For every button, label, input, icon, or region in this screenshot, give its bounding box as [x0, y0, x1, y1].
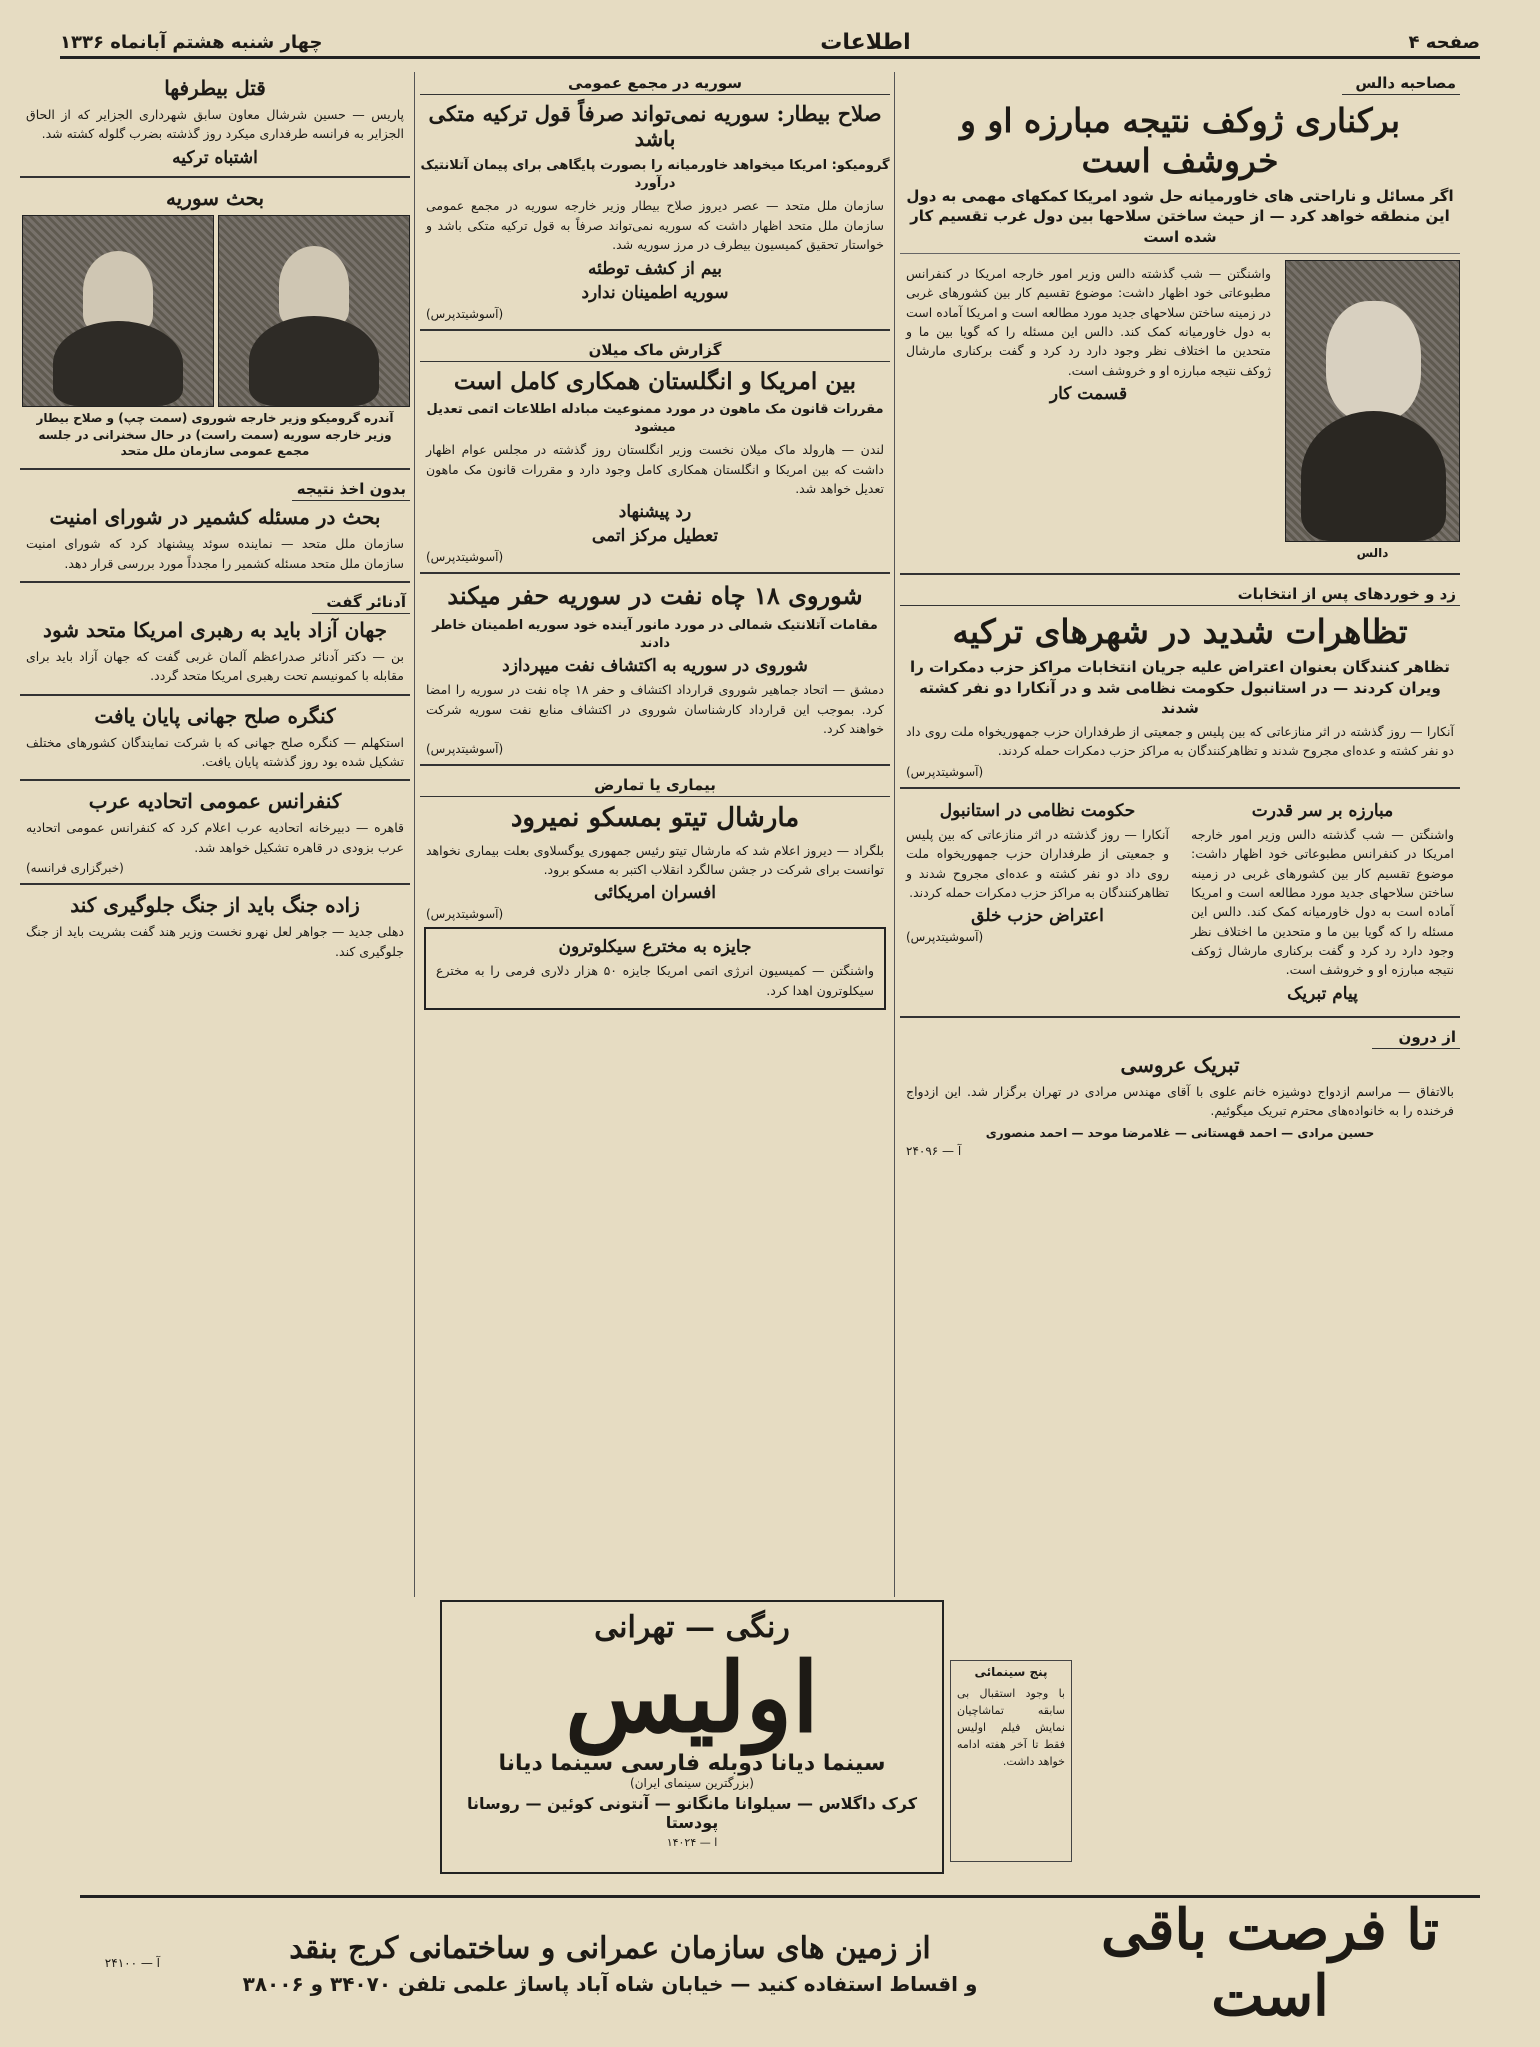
- dulles-subhead-4: اعتراض حزب خلق: [971, 906, 1104, 927]
- bitar-byline: (آسوشیتدپرس): [426, 306, 504, 321]
- bottom-ad-line1: از زمین های سازمان عمرانی و ساختمانی کرج بنقد: [289, 1930, 931, 1966]
- bitar-headline: صلاح بیطار: سوریه نمی‌تواند صرفاً قول ترکیه متکی باشد: [428, 101, 882, 152]
- bottom-ad-ref: آ — ۲۴۱۰۰: [104, 1956, 160, 1970]
- middle-column: [420, 72, 890, 1597]
- wedding-signers: حسین مرادی — احمد قهستانی — غلامرضا موحد — احمد منصوری: [985, 1125, 1375, 1140]
- column-rule: [414, 72, 415, 1597]
- column-rule: [894, 72, 895, 1597]
- soviet-oil-headline: شوروی ۱۸ چاه نفت در سوریه حفر میکند: [447, 581, 863, 611]
- wedding-title: تبریک عروسی: [1120, 1052, 1240, 1077]
- bitar-subhead-3: سوریه اطمینان ندارد: [581, 282, 729, 303]
- paper-name: اطلاعات: [820, 29, 911, 55]
- anglo-body: لندن — هارولد ماک میلان نخست وزیر انگلستان روز گذشته در مجلس عوام اظهار داشت که بین امریکا و انگلستان همکاری کامل وجود دارد و مقررات قانون مک ماهون تعدیل خواهد شد.: [426, 442, 884, 497]
- congress-title: کنگره صلح جهانی پایان یافت: [94, 703, 336, 728]
- bitar-kicker: سوریه در مجمع عمومی: [420, 72, 890, 95]
- masthead: [60, 28, 1480, 59]
- tito-headline: مارشال تیتو بمسکو نمیرود: [510, 803, 800, 834]
- wedding-section: از درون: [1372, 1026, 1460, 1049]
- bitar-subhead-1: اشتباه ترکیه: [172, 147, 258, 168]
- adenauer-title: جهان آزاد باید به رهبری امریکا متحد شود: [43, 617, 387, 642]
- dulles-kicker: مصاحبه دالس: [1342, 72, 1460, 95]
- syria-photo-caption: آندره گرومیکو وزیر خارجه شوروی (سمت چپ) و صلاح بیطار وزیر خارجه سوریه (سمت راست) در حال سخنرانی در جلسه مجمع عمومی سازمان ملل متحد: [36, 410, 394, 459]
- dulles-deck: اگر مسائل و ناراحتی های خاورمیانه حل شود امریکا کمکهای مهمی به دول این منطقه خواهد کرد — از حیث ساختن سلاحها بین دول غرب تقسیم کار شده است: [906, 187, 1454, 246]
- cinema-ad-cast: کرک داگلاس — سیلوانا مانگانو — آنتونی کوئین — روسانا پودستا: [466, 1793, 918, 1832]
- dulles-continued: واشنگتن — شب گذشته دالس وزیر امور خارجه امریکا در کنفرانس مطبوعاتی خود اظهار داشت: موضوع تقسیم کار بین کشورهای غربی در زمینه ساختن سلاحهای جدید مورد مطالعه است و امریکا آماده است به دول خاورمیانه کمک کند. دالس این مسئله را که گویا بین ما و متحدین ما اختلاف نظر وجود دارد رد کرد و گفت برکناری مارشال ژوکف نتیجه مبارزه او و خروشف است.: [1191, 826, 1454, 978]
- arab-byline: (خبرگزاری فرانسه): [26, 861, 124, 876]
- congress-body: استکهلم — کنگره صلح جهانی که با شرکت نمایندگان کشورهای مختلف تشکیل شده بود روز گذشته پایان یافت.: [26, 734, 404, 770]
- wedding-ref: آ — ۲۴۰۹۶: [906, 1144, 962, 1159]
- arab-body: قاهره — دبیرخانه اتحادیه عرب اعلام کرد که کنفرانس عمومی اتحادیه عرب بزودی در قاهره تشکیل خواهد شد.: [26, 820, 404, 855]
- turkey-byline: (آسوشیتدپرس): [906, 764, 984, 779]
- turkey-deck: تظاهر کنندگان بعنوان اعتراض علیه جریان انتخابات مراکز حزب دمکرات را ویران کردند — در استانبول حکومت نظامی شد و در آنکارا دو نفر کشته شدند: [910, 658, 1450, 717]
- dulles-headline: برکناری ژوکف نتیجه مبارزه او و خروشف است: [959, 101, 1401, 180]
- kashmir-body: سازمان ملل متحد — نماینده سوئد پیشنهاد کرد که شورای امنیت سازمان ملل متحد مسئله کشمیر را مجدداً مورد بررسی قرار دهد.: [26, 536, 404, 571]
- cinema-notice-title: پنج سینمائی: [974, 1665, 1048, 1679]
- tito-byline: (آسوشیتدپرس): [426, 907, 504, 922]
- gromyko-photo: [218, 215, 410, 407]
- adenauer-kicker: آدنائر گفت: [312, 591, 410, 614]
- bitar-body: سازمان ملل متحد — عصر دیروز صلاح بیطار وزیر خارجه سوریه در مجمع عمومی سازمان ملل متحد اظهار داشت که سوریه نمی‌تواند صرفاً به قول ترکیه متکی باشد و خواستار تحقیق کمیسیون بیطرف در مرز سوریه شد.: [426, 198, 884, 253]
- right-column: [900, 72, 1460, 1597]
- tito-subhead: افسران امریکائی: [594, 883, 716, 904]
- assassination-title: قتل بیطرفها: [164, 76, 266, 100]
- dulles-subhead-2: مبارزه بر سر قدرت: [1251, 800, 1394, 821]
- bitar-photo: [22, 215, 214, 407]
- tito-kicker: بیماری یا تمارض: [420, 774, 890, 797]
- soviet-oil-byline: (آسوشیتدپرس): [426, 742, 504, 757]
- anglo-subhead-2: تعطیل مرکز اتمی: [591, 526, 719, 547]
- prize-body: واشنگتن — کمیسیون انرژی اتمی امریکا جایزه ۵۰ هزار دلاری فرمی را به مخترع سیکلوترون اهدا کرد.: [436, 963, 874, 998]
- no-result-kicker: بدون اخذ نتیجه: [292, 478, 410, 501]
- cinema-ad-title: اولیس: [565, 1641, 819, 1754]
- dulles-photo: [1285, 260, 1460, 542]
- dulles-photo-caption: دالس: [1356, 545, 1389, 560]
- date-line: چهار شنبه هشتم آبانماه ۱۳۳۶: [60, 31, 323, 53]
- bottom-ad-line2: و اقساط استفاده کنید — خیابان شاه آباد پاساژ علمی تلفن ۳۴۰۷۰ و ۳۸۰۰۶: [242, 1971, 978, 1996]
- anglo-kicker: گزارش ماک میلان: [420, 339, 890, 362]
- page-label: صفحه ۴: [1408, 31, 1480, 53]
- turkey-kicker: زد و خوردهای پس از انتخابات: [900, 583, 1460, 606]
- dulles-byline: (آسوشیتدپرس): [906, 930, 984, 945]
- dulles-body: واشنگتن — شب گذشته دالس وزیر امور خارجه امریکا در کنفرانس مطبوعاتی خود اظهار داشت: موضوع تقسیم کار بین کشورهای غربی در زمینه ساختن سلاحهای جدید مورد مطالعه است و امریکا آماده است به دول خاورمیانه کمک کند. دالس این مسئله را که گویا بین ما و متحدین ما اختلاف نظر وجود دارد رد کرد و گفت برکناری مارشال ژوکف نتیجه مبارزه او و خروشف است.: [906, 265, 1271, 378]
- war-body: دهلی جدید — جواهر لعل نهرو نخست وزیر هند گفت بشریت باید از جنگ جلوگیری کند.: [26, 924, 404, 959]
- turkey-body: آنکارا — روز گذشته در اثر منازعاتی که بین پلیس و جمعیتی از طرفداران حزب جمهوریخواه ملت روی داد دو نفر کشته و عده‌ای مجروح شدند و تظاهرکنندگان به مراکز حزب دمکرات حمله کردند.: [906, 724, 1454, 759]
- bottom-ad: [80, 1895, 1480, 2028]
- anglo-headline: بین امریکا و انگلستان همکاری کامل است: [453, 367, 857, 395]
- cinema-notice: [950, 1660, 1072, 1862]
- assassination-body: پاریس — حسین شرشال معاون سابق شهرداری الجزایر که از الحاق الجزایر به فرانسه طرفداری میکرد روز گذشته بضرب گلوله کشته شد.: [26, 107, 404, 142]
- cinema-ad: [440, 1600, 944, 1874]
- soviet-oil-deck: مقامات آتلانتیک شمالی در مورد مانور آینده خود سوریه اطمینان خاطر دادند: [432, 618, 878, 651]
- cinema-ad-top: رنگی — تهرانی: [594, 1610, 790, 1645]
- cinema-ad-ref: ا — ۱۴۰۲۴: [666, 1835, 718, 1849]
- bitar-deck: گرومیکو: امریکا میخواهد خاورمیانه را بصورت پایگاهی برای پیمان آتلانتیک درآورد: [420, 158, 890, 191]
- turkey-continued: آنکارا — روز گذشته در اثر منازعاتی که بین پلیس و جمعیتی از طرفداران حزب جمهوریخواه ملت روی داد دو نفر کشته و عده‌ای مجروح شدند و تظاهرکنندگان به مراکز حزب دمکرات حمله کردند.: [906, 826, 1169, 900]
- dulles-subhead-5: پیام تبریک: [1287, 983, 1358, 1004]
- cinema-ad-tagline: (بزرگترین سینمای ایران): [630, 1775, 754, 1790]
- bitar-subhead-2: بیم از کشف توطئه: [587, 258, 722, 279]
- anglo-byline: (آسوشیتدپرس): [426, 550, 504, 565]
- anglo-deck: مقررات قانون مک ماهون در مورد ممنوعیت مبادله اطلاعات اتمی تعدیل میشود: [426, 402, 884, 435]
- war-title: زاده جنگ باید از جنگ جلوگیری کند: [70, 893, 360, 918]
- cinema-notice-body: با وجود استقبال بی سابقه تماشاچیان نمایش فیلم اولیس فقط تا آخر هفته ادامه خواهد داشت.: [957, 1686, 1065, 1768]
- soviet-oil-subhead: شوروی در سوریه به اکتشاف نفت میپردازد: [502, 656, 808, 677]
- arab-title: کنفرانس عمومی اتحادیه عرب: [88, 789, 342, 814]
- tito-body: بلگراد — دیروز اعلام شد که مارشال تیتو رئیس جمهوری یوگسلاوی بعلت بیماری نخواهد توانست برای شرکت در جشن سالگرد انقلاب اکتبر به مسکو برود.: [426, 842, 884, 877]
- prize-title: جایزه به مخترع سیکلوترون: [558, 937, 752, 958]
- dulles-subhead-1: قسمت کار: [1049, 384, 1128, 405]
- wedding-body: بالاتفاق — مراسم ازدواج دوشیزه خانم علوی با آقای مهندس مرادی در تهران برگزار شد. این ازدواج فرخنده را به خانواده‌های محترم تبریک میگوئیم.: [906, 1083, 1454, 1119]
- dulles-subhead-3: حکومت نظامی در استانبول: [939, 800, 1136, 821]
- turkey-headline: تظاهرات شدید در شهرهای ترکیه: [952, 611, 1408, 651]
- syria-debate-title: بحث سوریه: [165, 185, 265, 210]
- soviet-oil-body: دمشق — اتحاد جماهیر شوروی قرارداد اکتشاف و حفر ۱۸ چاه نفت در سوریه را امضا کرد. بموجب این قرارداد کارشناسان شوروی در اکتشاف منابع نفت سوریه شرکت خواهند کرد.: [426, 682, 884, 737]
- kashmir-title: بحث در مسئله کشمیر در شورای امنیت: [49, 505, 381, 530]
- left-column: [20, 72, 410, 1597]
- cinema-ad-subtitle: سینما دیانا دوبله فارسی سینما دیانا: [498, 1750, 886, 1776]
- adenauer-body: بن — دکتر آدنائر صدراعظم آلمان غربی گفت که جهان آزاد باید برای مقابله با کمونیسم تحت رهبری امریکا متحد گردد.: [26, 648, 404, 684]
- bottom-ad-big: تا فرصت باقی است: [1101, 1897, 1439, 2029]
- anglo-subhead: رد پیشنهاد: [618, 502, 692, 523]
- prize-box: [424, 927, 886, 1010]
